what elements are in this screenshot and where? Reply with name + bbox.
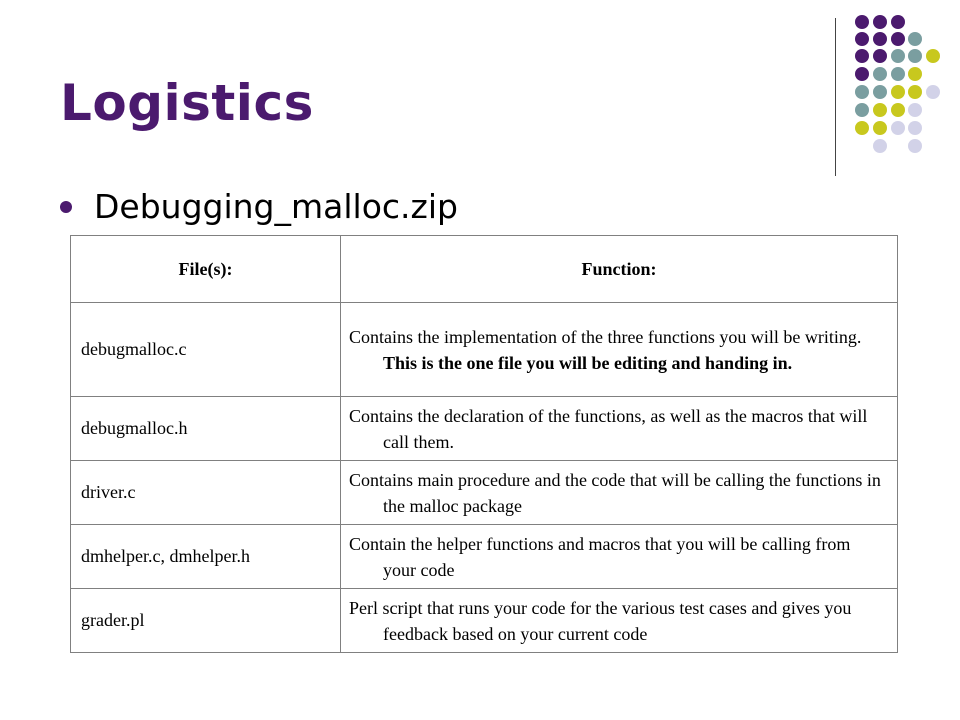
function-text: Perl script that runs your code for the various test cases and gives you feedback based on your current code	[349, 597, 852, 644]
files-table	[70, 235, 898, 653]
function-cell	[341, 303, 898, 397]
dot	[855, 49, 869, 63]
dot	[873, 32, 887, 46]
dot	[891, 85, 905, 99]
dot	[873, 49, 887, 63]
dot	[908, 85, 922, 99]
bullet-dot-icon	[60, 201, 72, 213]
dot	[873, 139, 887, 153]
slide-title: Logistics	[60, 74, 314, 132]
dot	[908, 121, 922, 135]
file-name-cell: debugmalloc.h	[71, 397, 341, 461]
header-files: File(s):	[71, 236, 341, 303]
file-name-cell: dmhelper.c, dmhelper.h	[71, 525, 341, 589]
dot	[855, 103, 869, 117]
dot	[891, 49, 905, 63]
function-cell	[341, 525, 898, 589]
dot	[891, 67, 905, 81]
dot	[926, 85, 940, 99]
function-cell	[341, 589, 898, 653]
dot	[873, 103, 887, 117]
file-name-cell: driver.c	[71, 461, 341, 525]
function-cell	[341, 461, 898, 525]
table-row	[71, 525, 898, 589]
dot	[891, 15, 905, 29]
dot	[908, 103, 922, 117]
dot	[873, 67, 887, 81]
dot	[873, 85, 887, 99]
header-function: Function:	[341, 236, 898, 303]
dot	[908, 32, 922, 46]
bullet-text: Debugging_malloc.zip	[94, 187, 458, 226]
dot	[908, 139, 922, 153]
dot	[855, 85, 869, 99]
function-emphasis-text: This is the one file you will be editing and handing in.	[383, 352, 793, 373]
dot	[891, 32, 905, 46]
divider-line	[835, 18, 836, 176]
dot	[855, 15, 869, 29]
dot	[908, 49, 922, 63]
table-row	[71, 589, 898, 653]
file-name-cell: debugmalloc.c	[71, 303, 341, 397]
table-row	[71, 397, 898, 461]
dot	[908, 67, 922, 81]
file-name-cell: grader.pl	[71, 589, 341, 653]
dot	[926, 49, 940, 63]
dot	[891, 121, 905, 135]
function-text: Contains the implementation of the three functions you will be writing.	[349, 326, 862, 347]
dot	[855, 67, 869, 81]
table-row	[71, 303, 898, 397]
dot	[873, 15, 887, 29]
bullet-item	[60, 187, 458, 226]
function-text: Contains the declaration of the functions, as well as the macros that will call them.	[349, 405, 868, 452]
function-cell	[341, 397, 898, 461]
table-row	[71, 461, 898, 525]
dot	[891, 103, 905, 117]
dot	[855, 32, 869, 46]
function-text: Contains main procedure and the code that will be calling the functions in the malloc package	[349, 469, 881, 516]
function-text: Contain the helper functions and macros that you will be calling from your code	[349, 533, 851, 580]
dot	[873, 121, 887, 135]
table-header-row	[71, 236, 898, 303]
dot	[855, 121, 869, 135]
